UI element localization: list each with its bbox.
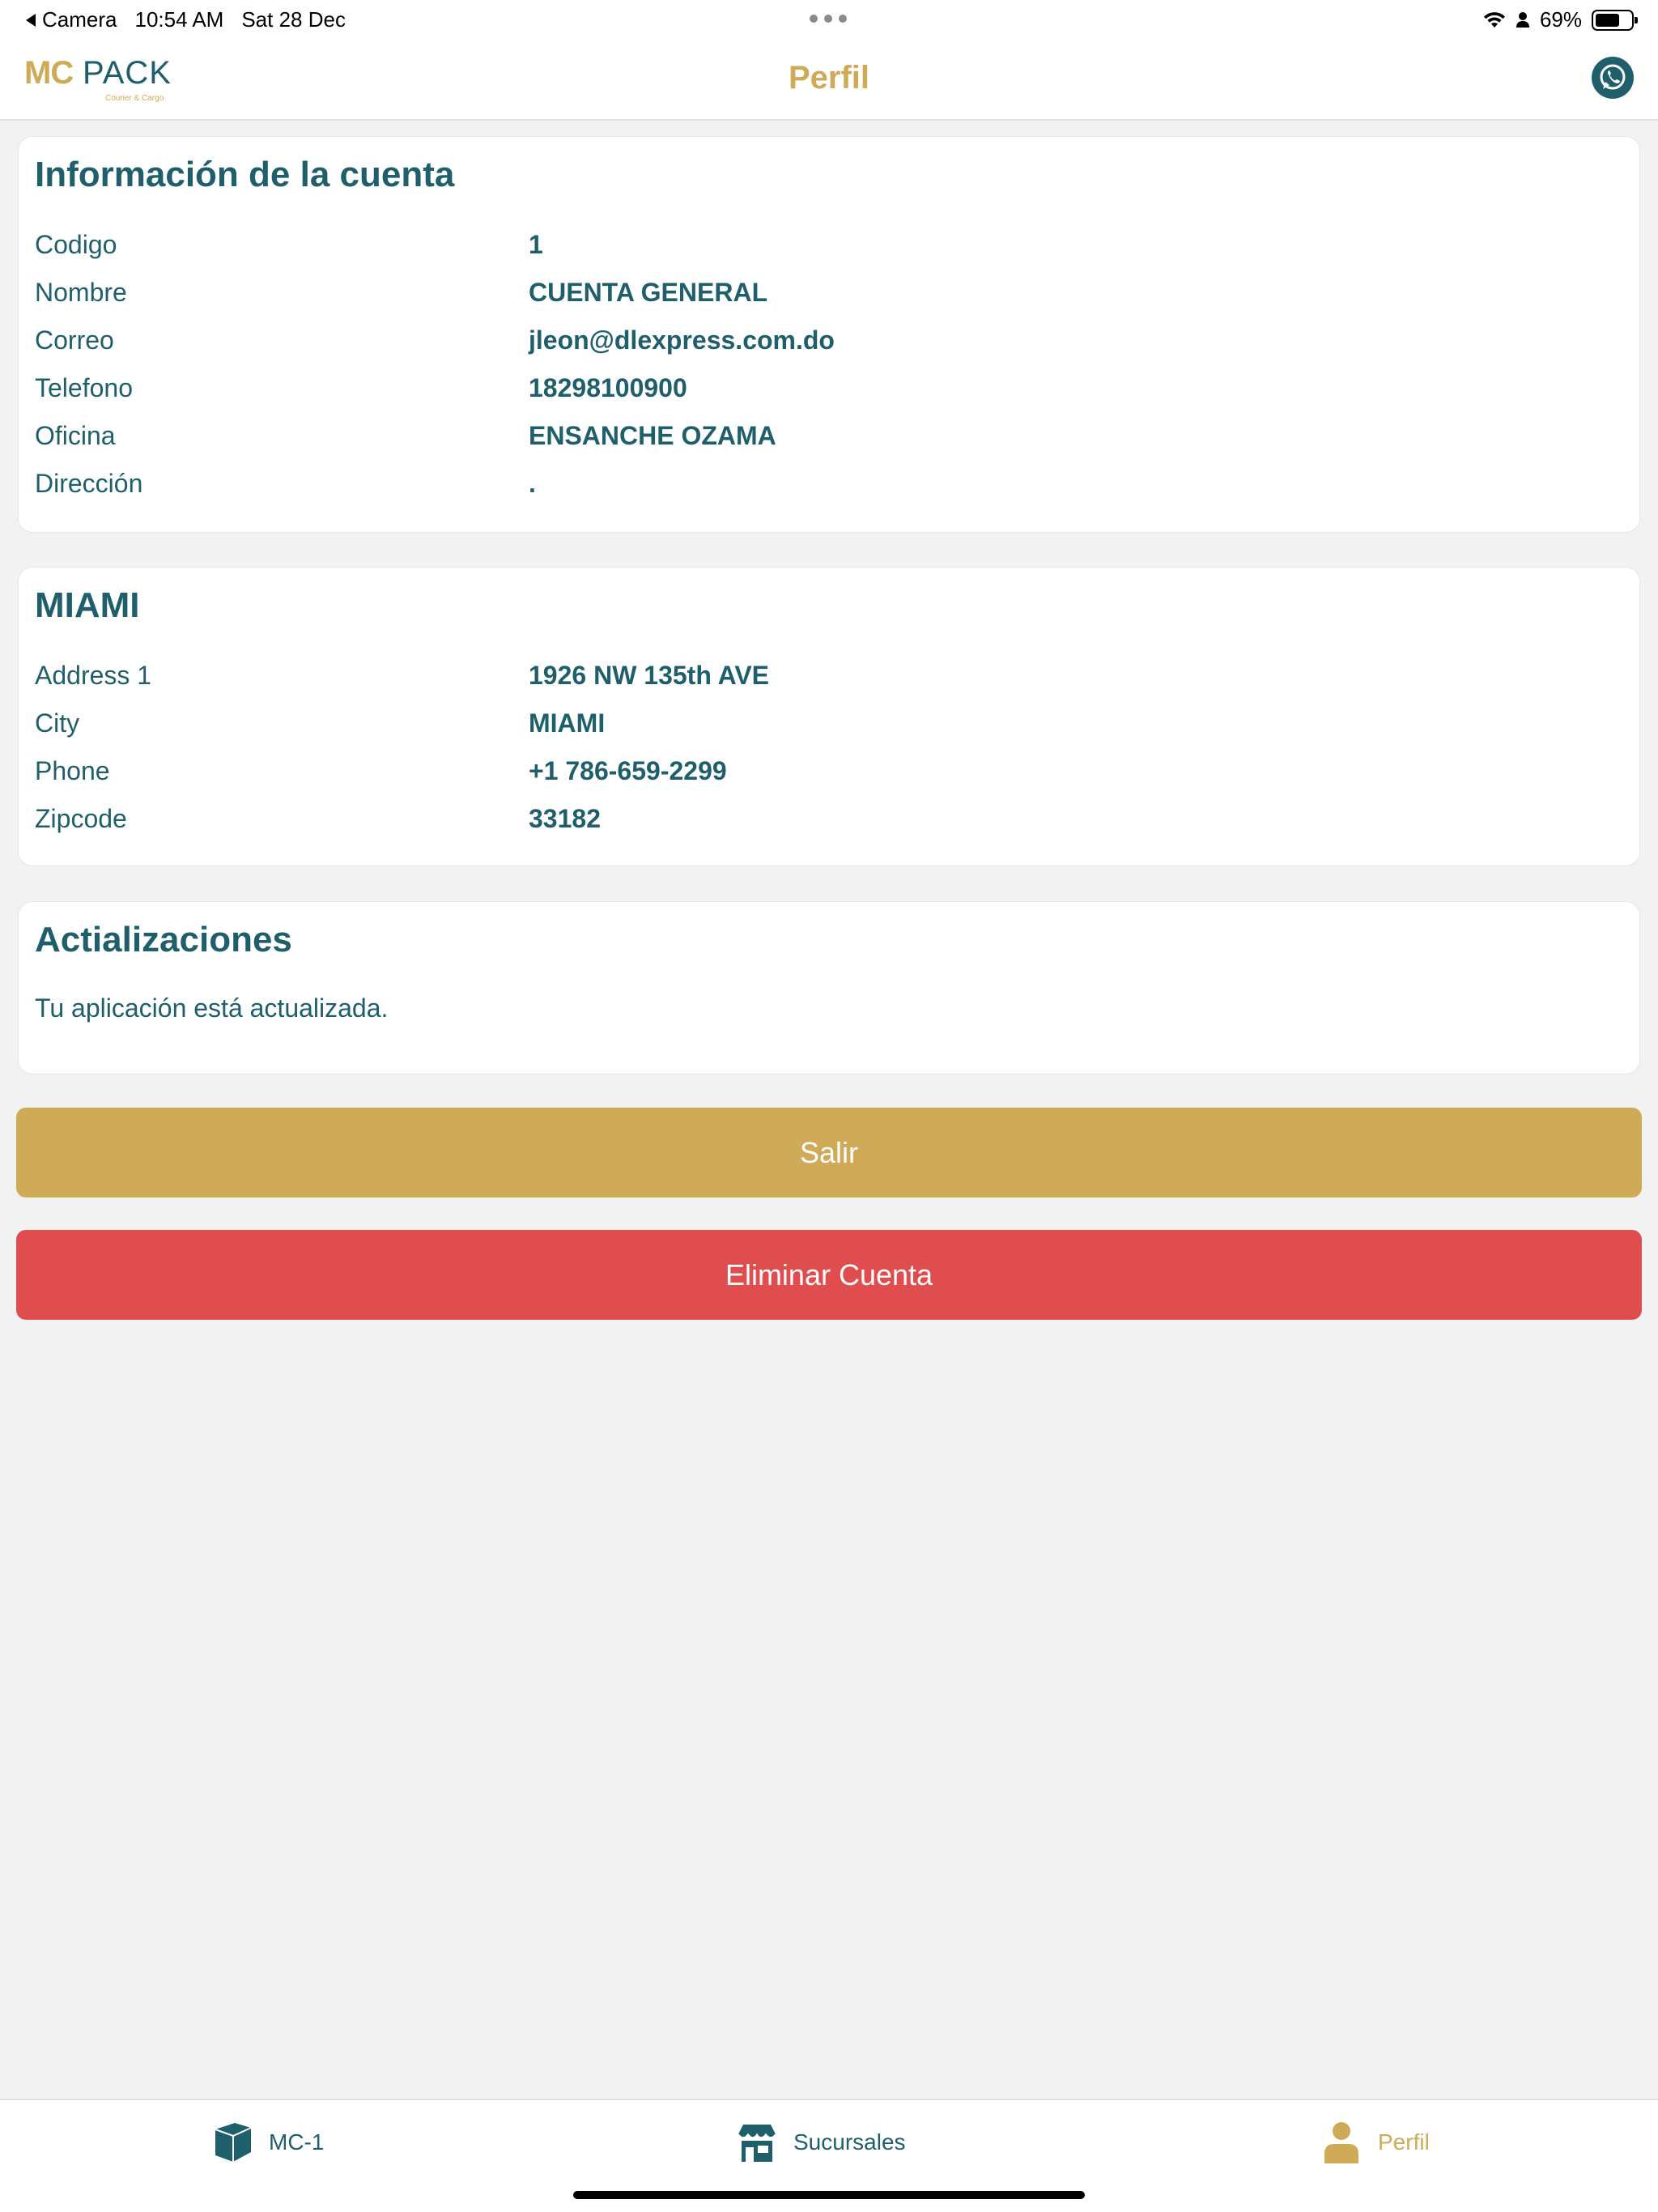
row-label: Oficina: [35, 421, 116, 450]
page-title: Perfil: [788, 60, 870, 96]
tab-mc1[interactable]: [210, 2118, 324, 2167]
row-label: City: [35, 708, 80, 738]
tab-label: Perfil: [1378, 2129, 1430, 2155]
updates-card: [18, 901, 1640, 1074]
info-row-oficina: [35, 421, 1622, 462]
miami-address-card: [18, 567, 1640, 866]
logo-pack-text: PACK: [83, 55, 172, 91]
logout-button[interactable]: Salir: [16, 1108, 1642, 1197]
info-row-correo: [35, 325, 1622, 366]
row-label: Telefono: [35, 373, 133, 402]
battery-icon: [1592, 10, 1634, 31]
info-row-direccion: [35, 469, 1622, 509]
status-bar-left: [26, 7, 346, 32]
row-value: MIAMI: [529, 708, 606, 738]
tab-label: Sucursales: [793, 2129, 906, 2155]
row-value: jleon@dlexpress.com.do: [529, 325, 835, 355]
user-icon: [1320, 2120, 1363, 2165]
store-icon: [735, 2120, 779, 2165]
whatsapp-icon: [1592, 57, 1634, 99]
row-label: Address 1: [35, 661, 152, 690]
row-value: CUENTA GENERAL: [529, 278, 768, 307]
row-label: Correo: [35, 325, 114, 355]
miami-row-zipcode: [35, 804, 1622, 844]
multitasking-dots-icon[interactable]: [810, 15, 847, 23]
miami-title: MIAMI: [35, 585, 140, 625]
battery-percent: 69%: [1539, 7, 1582, 32]
row-label: Dirección: [35, 469, 143, 498]
info-row-nombre: [35, 278, 1622, 318]
status-bar-right: [1483, 7, 1634, 32]
status-time: 10:54 AM: [134, 7, 224, 32]
updates-message: Tu aplicación está actualizada.: [35, 993, 389, 1023]
row-value: ENSANCHE OZAMA: [529, 421, 776, 450]
row-label: Nombre: [35, 278, 127, 307]
row-label: Phone: [35, 756, 110, 785]
whatsapp-button[interactable]: [1592, 57, 1634, 99]
wifi-icon: [1483, 11, 1506, 29]
delete-account-button[interactable]: Eliminar Cuenta: [16, 1230, 1642, 1320]
info-row-codigo: [35, 230, 1622, 270]
row-value: +1 786-659-2299: [529, 756, 727, 785]
back-to-app-button[interactable]: [26, 7, 117, 32]
hotspot-person-icon: [1516, 11, 1530, 29]
home-indicator[interactable]: [573, 2191, 1085, 2199]
row-value: 18298100900: [529, 373, 687, 402]
logo-mc-text: MC: [24, 55, 74, 91]
updates-title: Actializaciones: [35, 920, 292, 959]
status-bar: [0, 0, 1658, 39]
row-label: Zipcode: [35, 804, 127, 833]
logo-subtitle: Courier & Cargo: [105, 94, 164, 103]
tab-sucursales[interactable]: [735, 2118, 906, 2167]
back-app-label: Camera: [42, 7, 117, 32]
miami-row-city: [35, 708, 1622, 749]
row-label: Codigo: [35, 230, 117, 259]
nav-header: [0, 39, 1658, 121]
row-value: 1926 NW 135th AVE: [529, 661, 769, 690]
miami-row-address: [35, 661, 1622, 701]
back-arrow-icon: [26, 14, 36, 27]
row-value: 1: [529, 230, 543, 259]
row-value: 33182: [529, 804, 601, 833]
tab-perfil[interactable]: [1320, 2118, 1430, 2167]
account-info-card: [18, 136, 1640, 533]
package-icon: [210, 2120, 254, 2165]
tab-label: MC-1: [269, 2129, 325, 2155]
row-value: .: [529, 469, 536, 498]
account-info-title: Información de la cuenta: [35, 155, 455, 194]
miami-row-phone: [35, 756, 1622, 797]
status-date: Sat 28 Dec: [241, 7, 346, 32]
info-row-telefono: [35, 373, 1622, 414]
